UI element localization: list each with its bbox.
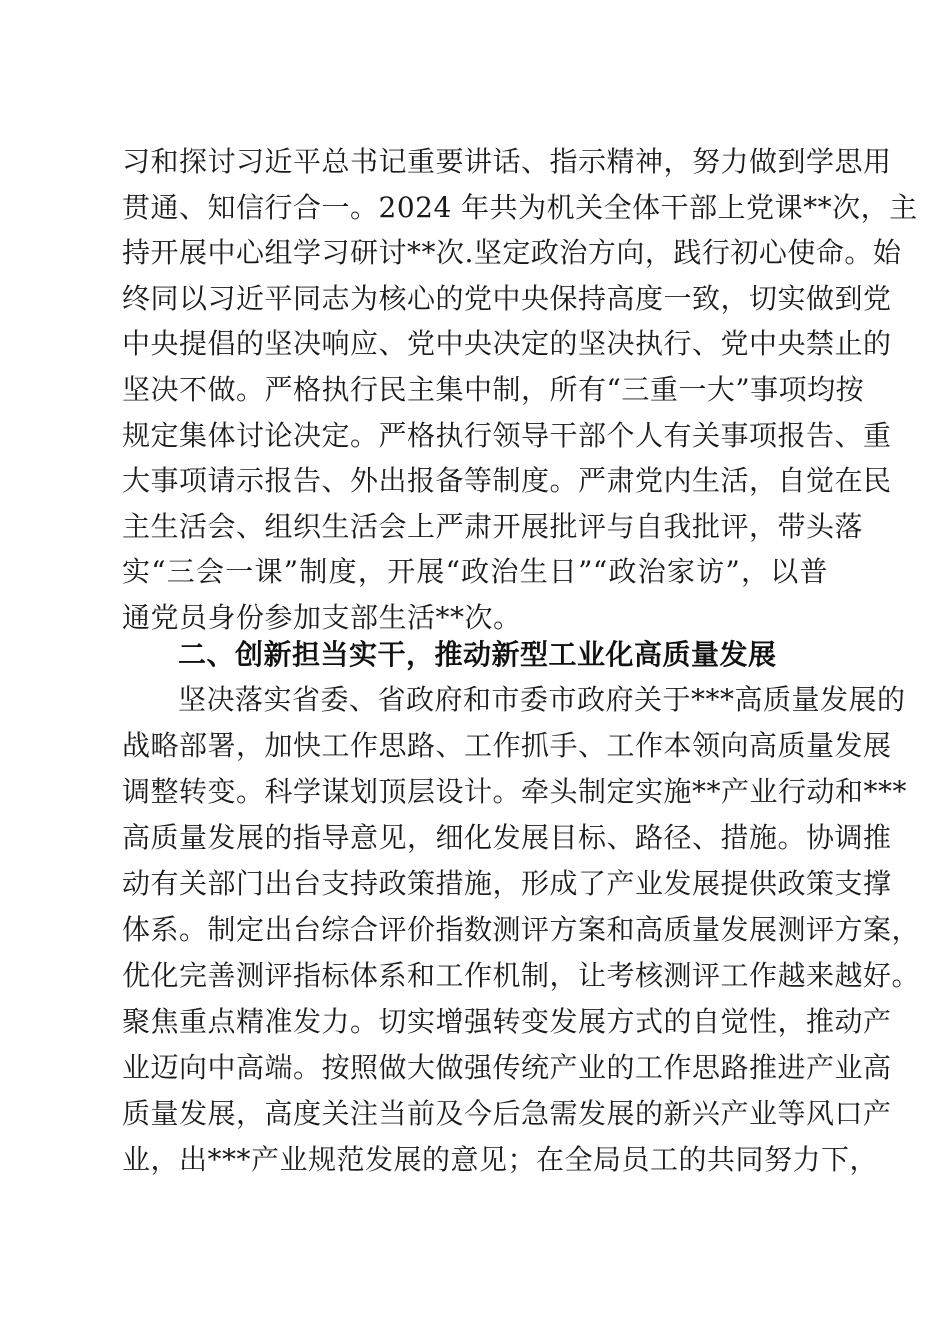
paragraph-1-line-9: 主生活会、组织生活会上严肃开展批评与自我批评，带头落 <box>122 509 864 543</box>
paragraph-1-line-2: 贯通、知信行合一。2024 年共为机关全体干部上党课**次，主 <box>122 190 918 224</box>
paragraph-1-line-5: 中央提倡的坚决响应、党中央决定的坚决执行、党中央禁止的 <box>122 327 892 361</box>
paragraph-2-line-10: 质量发展，高度关注当前及今后急需发展的新兴产业等风口产 <box>122 1097 892 1130</box>
paragraph-2-line-5: 动有关部门出台支持政策措施，形成了产业发展提供政策支撑 <box>122 867 892 900</box>
paragraph-2-line-8: 聚焦重点精准发力。切实增强转变发展方式的自觉性，推动产 <box>122 1005 892 1038</box>
paragraph-1-line-11: 通党员身份参加支部生活**次。 <box>122 601 522 634</box>
paragraph-1-line-3: 持开展中心组学习研讨**次.坚定政治方向，践行初心使命。始 <box>122 236 902 270</box>
paragraph-2-line-4: 高质量发展的指导意见，细化发展目标、路径、措施。协调推 <box>122 821 892 854</box>
paragraph-1-line-1: 习和探讨习近平总书记重要讲话、指示精神，努力做到学思用 <box>122 145 892 178</box>
paragraph-2-line-1: 坚决落实省委、省政府和市委市政府关于***高质量发展的 <box>178 683 906 716</box>
paragraph-2-line-3: 调整转变。科学谋划顶层设计。牵头制定实施**产业行动和*** <box>122 775 908 808</box>
paragraph-1-line-7: 规定集体讨论决定。严格执行领导干部个人有关事项报告、重 <box>122 418 892 452</box>
paragraph-1-line-4: 终同以习近平同志为核心的党中央保持高度一致，切实做到党 <box>122 281 892 315</box>
paragraph-2-line-6: 体系。制定出台综合评价指数测评方案和高质量发展测评方案， <box>122 913 921 946</box>
paragraph-1-line-8: 大事项请示报告、外出报备等制度。严肃党内生活，自觉在民 <box>122 464 892 498</box>
section-heading-2: 二、创新担当实干，推动新型工业化高质量发展 <box>178 638 777 671</box>
paragraph-2-line-7: 优化完善测评指标体系和工作机制，让考核测评工作越来越好。 <box>122 959 921 992</box>
paragraph-2-line-9: 业迈向中高端。按照做大做强传统产业的工作思路推进产业高 <box>122 1051 892 1084</box>
paragraph-2-line-11: 业，出***产业规范发展的意见；在全局员工的共同努力下， <box>122 1143 879 1176</box>
paragraph-2-line-2: 战略部署，加快工作思路、工作抓手、工作本领向高质量发展 <box>122 729 892 762</box>
paragraph-1-line-6: 坚决不做。严格执行民主集中制，所有“三重一大”事项均按 <box>122 373 865 406</box>
paragraph-1-line-10: 实“三会一课”制度，开展“政治生日”“政治家访”，以普 <box>122 555 828 589</box>
